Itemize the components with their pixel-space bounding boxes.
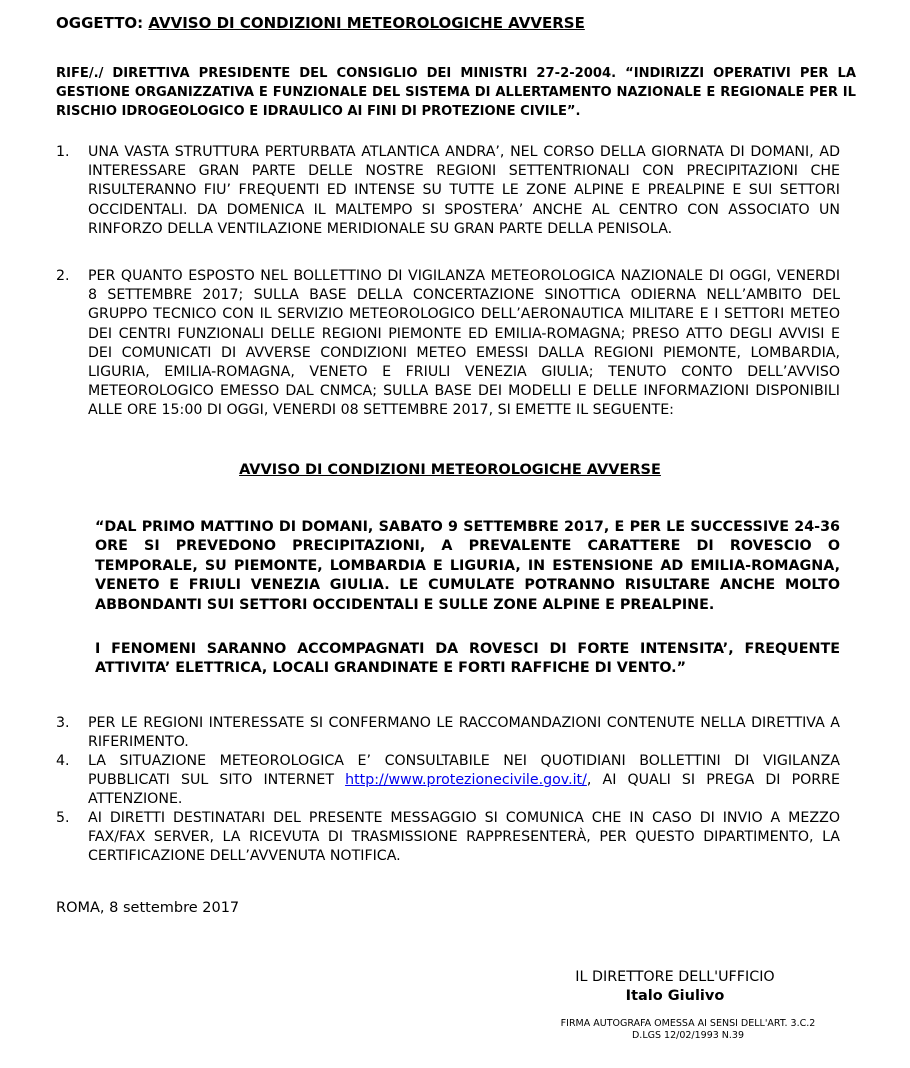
list-item-3 [56, 714, 840, 752]
list-item-1 [56, 143, 840, 239]
reference-paragraph: RIFE/./ DIRETTIVA PRESIDENTE DEL CONSIGLIO DEI MINISTRI 27-2-2004. “INDIRIZZI OPERATIVI PER LA GESTIONE ORGANIZZATIVA E FUNZIONALE DEL SISTEMA DI ALLERTAMENTO NAZIONALE E REGIONALE PER IL RISCHIO IDROGEOLOGICO E IDRAULICO AI FINI DI PROTEZIONE CIVILE”. [56, 66, 856, 119]
website-link[interactable]: http://www.protezionecivile.gov.it/ [345, 772, 587, 789]
list-item-number: 5. [56, 810, 70, 826]
subject-line [56, 14, 585, 32]
warning-title: AVVISO DI CONDIZIONI METEOROLOGICHE AVVERSE [239, 462, 661, 478]
subject-label: OGGETTO: [56, 14, 144, 32]
signer-name: Italo Giulivo [625, 988, 725, 1004]
subject-title: AVVISO DI CONDIZIONI METEOROLOGICHE AVVERSE [148, 14, 585, 32]
list-item-text [88, 752, 840, 810]
list-item-text: UNA VASTA STRUTTURA PERTURBATA ATLANTICA ANDRA’, NEL CORSO DELLA GIORNATA DI DOMANI, AD INTERESSARE GRAN PARTE DELLE NOSTRE REGIONI SETTENTRIONALI CON PRECIPITAZIONI CHE RISULTERANNO FIU’ FREQUENTI ED INTENSE SU TUTTE LE ZONE ALPINE E PREALPINE E SUI SETTORI OCCIDENTALI. DA DOMENICA IL MALTEMPO SI SPOSTERA’ ANCHE AL CENTRO CON ASSOCIATO UN RINFORZO DELLA VENTILAZIONE MERIDIONALE SU GRAN PARTE DELLA PENISOLA. [88, 144, 840, 237]
list-item-number: 3. [56, 715, 70, 731]
list-item-text-after: , AI QUALI SI PREGA DI PORRE ATTENZIONE. [88, 772, 840, 808]
list-item-2 [56, 267, 840, 421]
signature-note [528, 1018, 848, 1042]
signature-note-line-1: FIRMA AUTOGRAFA OMESSA AI SENSI DELL'ART. 3.C.2 [560, 1018, 816, 1029]
warning-paragraph-2: I FENOMENI SARANNO ACCOMPAGNATI DA ROVESCI DI FORTE INTENSITA’, FREQUENTE ATTIVITA’ ELETTRICA, LOCALI GRANDINATE E FORTI RAFFICHE DI VENTO.” [95, 641, 840, 677]
warning-paragraph-1: “DAL PRIMO MATTINO DI DOMANI, SABATO 9 SETTEMBRE 2017, E PER LE SUCCESSIVE 24-36 ORE SI PREVEDONO PRECIPITAZIONI, A PREVALENTE CARATTERE DI ROVESCIO O TEMPORALE, SU PIEMONTE, LOMBARDIA E LIGURIA, IN ESTENSIONE AD EMILIA-ROMAGNA, VENETO E FRIULI VENEZIA GIULIA. LE CUMULATE POTRANNO RISULTARE ANCHE MOLTO ABBONDANTI SUI SETTORI OCCIDENTALI E SULLE ZONE ALPINE E PREALPINE. [95, 519, 840, 613]
place-and-date: ROMA, 8 settembre 2017 [56, 900, 240, 916]
signature-note-line-2: D.LGS 12/02/1993 N.39 [631, 1030, 745, 1041]
list-item-number: 4. [56, 753, 70, 769]
list-item-4 [56, 752, 840, 810]
list-item-number: 1. [56, 144, 70, 160]
list-item-text-before: LA SITUAZIONE METEOROLOGICA E’ CONSULTABILE NEI QUOTIDIANI BOLLETTINI DI VIGILANZA PUBBLICATI SUL SITO INTERNET [88, 753, 840, 789]
list-item-text: AI DIRETTI DESTINATARI DEL PRESENTE MESSAGGIO SI COMUNICA CHE IN CASO DI INVIO A MEZZO FAX/FAX SERVER, LA RICEVUTA DI TRASMISSIONE RAPPRESENTERÀ, PER QUESTO DIPARTIMENTO, LA CERTIFICAZIONE DELL’AVVENUTA NOTIFICA. [88, 810, 840, 865]
list-item-number: 2. [56, 268, 70, 284]
list-item-text: PER QUANTO ESPOSTO NEL BOLLETTINO DI VIGILANZA METEOROLOGICA NAZIONALE DI OGGI, VENERDI 8 SETTEMBRE 2017; SULLA BASE DELLA CONCERTAZIONE SINOTTICA ODIERNA NELL’AMBITO DEL GRUPPO TECNICO CON IL SERVIZIO METEOROLOGICO DELL’AERONAUTICA MILITARE E I SETTORI METEO DEI CENTRI FUNZIONALI DELLE REGIONI PIEMONTE ED EMILIA-ROMAGNA; PRESO ATTO DEGLI AVVISI E DEI COMUNICATI DI AVVERSE CONDIZIONI METEO EMESSI DALLA REGIONI PIEMONTE, LOMBARDIA, LIGURIA, EMILIA-ROMAGNA, VENETO E FRIULI VENEZIA GIULIA; TENUTO CONTO DELL’AVVISO METEOROLOGICO EMESSO DAL CNMCA; SULLA BASE DEI MODELLI E DELLE INFORMAZIONI DISPONIBILI ALLE ORE 15:00 DI OGGI, VENERDI 08 SETTEMBRE 2017, SI EMETTE IL SEGUENTE: [88, 268, 840, 419]
list-item-5 [56, 809, 840, 867]
signer-role: IL DIRETTORE DELL'UFFICIO [575, 969, 775, 985]
list-item-text: PER LE REGIONI INTERESSATE SI CONFERMANO LE RACCOMANDAZIONI CONTENUTE NELLA DIRETTIVA A RIFERIMENTO. [88, 715, 840, 751]
